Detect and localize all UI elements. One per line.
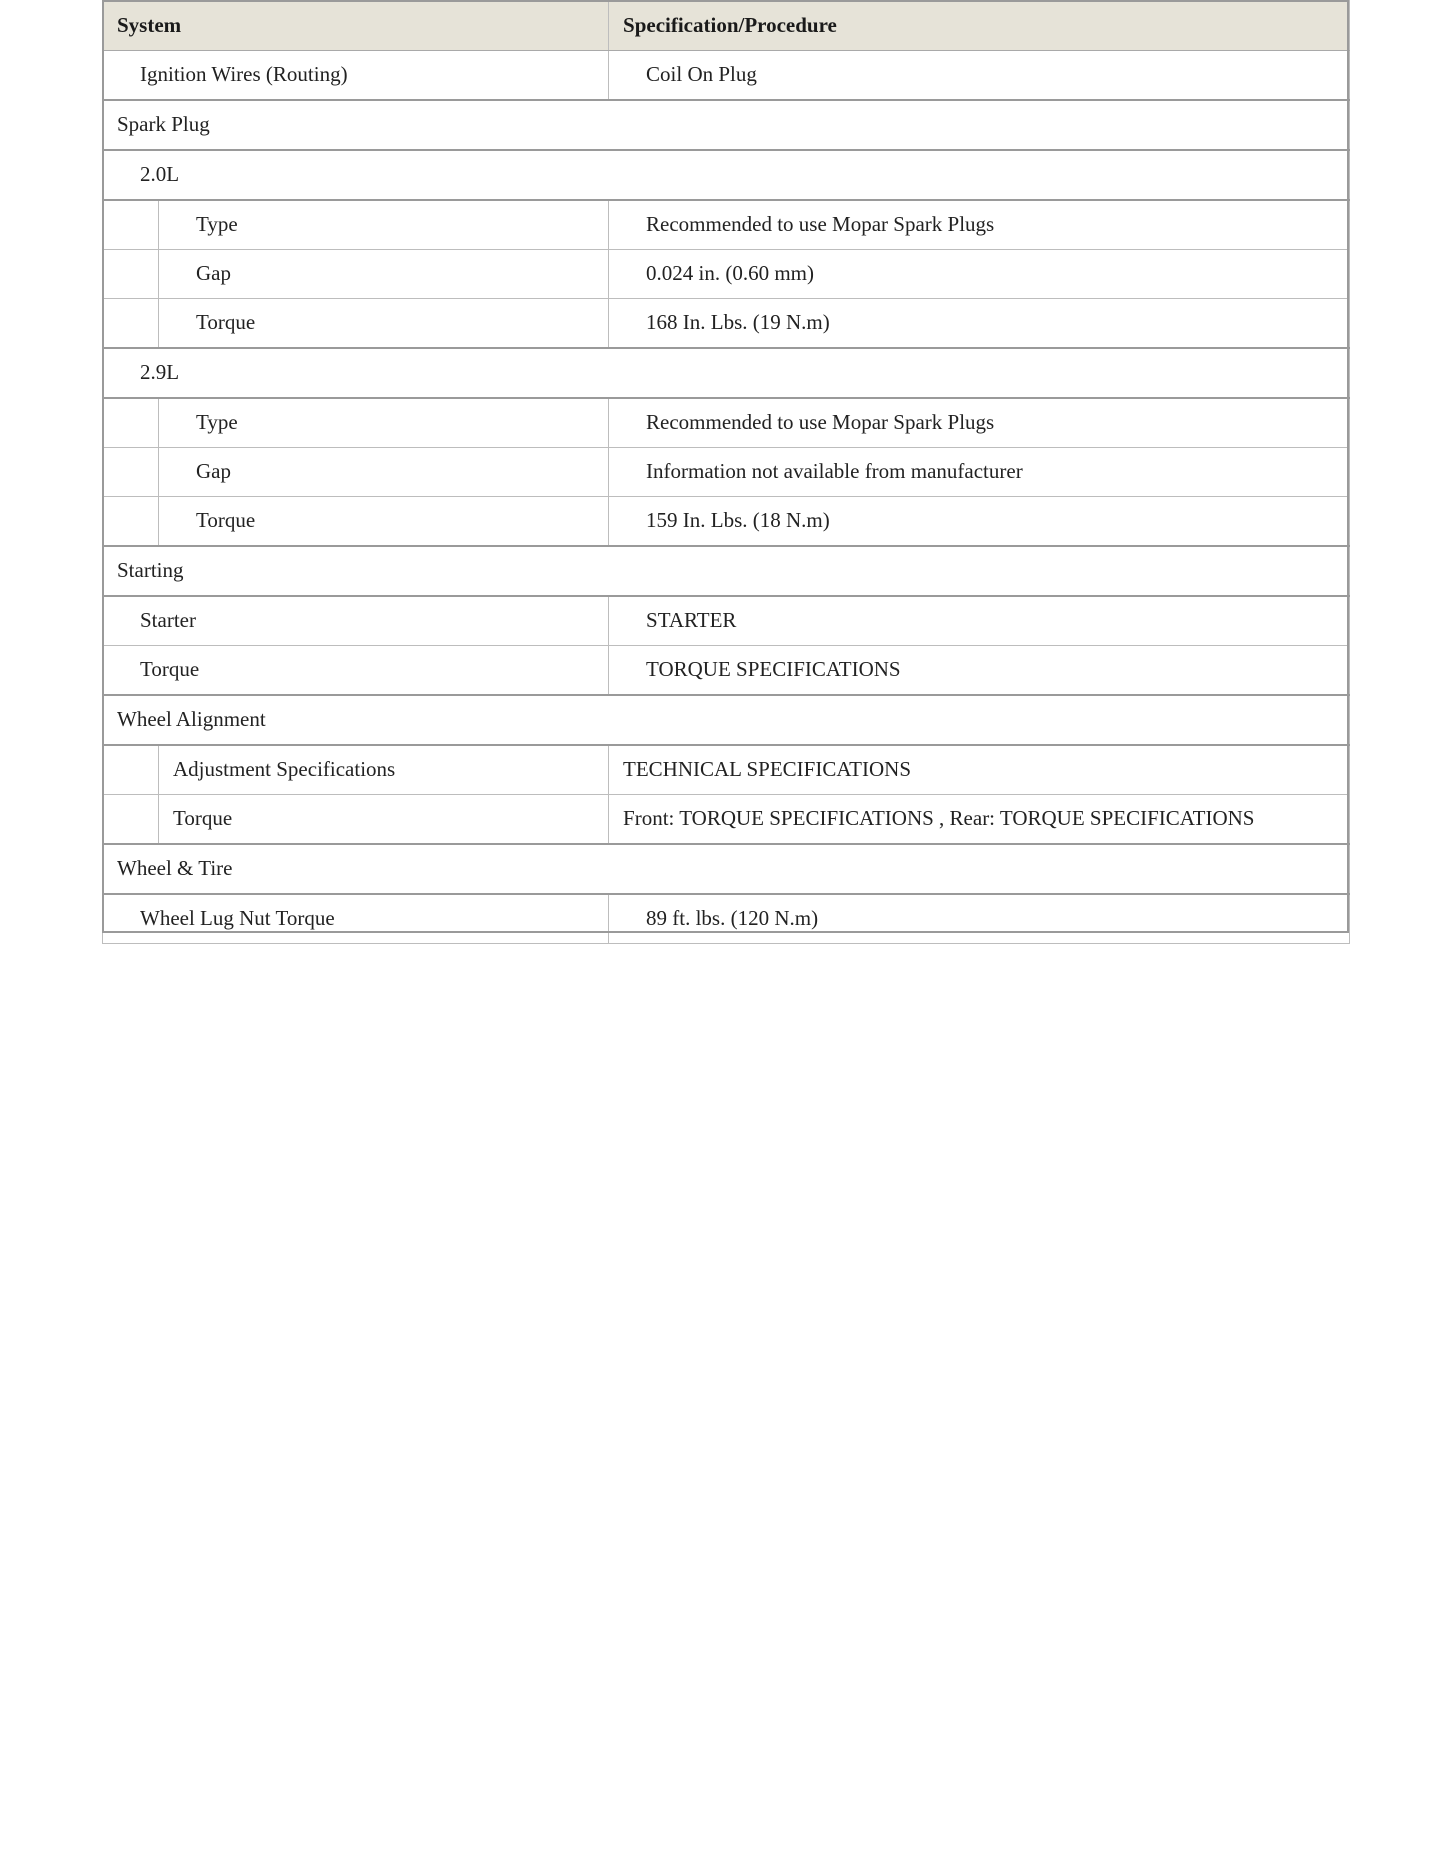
indent-cell	[103, 795, 159, 845]
subsection-title-2-0l: 2.0L	[103, 150, 1350, 200]
indent-cell	[103, 200, 159, 250]
indent-cell	[103, 448, 159, 497]
subsection-row-2-0l	[103, 150, 1350, 200]
table-row	[103, 646, 1350, 696]
section-row-wheel-alignment	[103, 695, 1350, 745]
ignition-wires-label: Ignition Wires (Routing)	[103, 51, 609, 101]
table-row	[103, 250, 1350, 299]
wheel-lug-nut-torque-label: Wheel Lug Nut Torque	[103, 894, 609, 944]
alignment-torque-value: Front: TORQUE SPECIFICATIONS , Rear: TORQUE SPECIFICATIONS	[609, 795, 1350, 845]
starter-label: Starter	[103, 596, 609, 646]
table-row	[103, 795, 1350, 845]
spark-2-9l-type-label: Type	[159, 398, 609, 448]
spark-2-0l-gap-label: Gap	[159, 250, 609, 299]
section-title-spark-plug: Spark Plug	[103, 100, 1350, 150]
spark-2-0l-gap-value: 0.024 in. (0.60 mm)	[609, 250, 1350, 299]
subsection-row-2-9l	[103, 348, 1350, 398]
header-row	[103, 1, 1350, 51]
section-title-starting: Starting	[103, 546, 1350, 596]
starting-torque-value: TORQUE SPECIFICATIONS	[609, 646, 1350, 696]
table-header	[103, 1, 1350, 51]
adjustment-specifications-label: Adjustment Specifications	[159, 745, 609, 795]
table-row	[103, 894, 1350, 944]
spark-2-9l-gap-label: Gap	[159, 448, 609, 497]
table-row	[103, 745, 1350, 795]
ignition-wires-value: Coil On Plug	[609, 51, 1350, 101]
table-row	[103, 51, 1350, 101]
table-row	[103, 200, 1350, 250]
spark-2-9l-gap-value: Information not available from manufacturer	[609, 448, 1350, 497]
spark-2-0l-type-label: Type	[159, 200, 609, 250]
indent-cell	[103, 250, 159, 299]
table-row	[103, 299, 1350, 349]
table-body	[103, 51, 1350, 944]
section-row-spark-plug	[103, 100, 1350, 150]
table-row	[103, 596, 1350, 646]
alignment-torque-label: Torque	[159, 795, 609, 845]
header-system: System	[103, 1, 609, 51]
indent-cell	[103, 398, 159, 448]
specification-table	[102, 0, 1350, 944]
section-title-wheel-alignment: Wheel Alignment	[103, 695, 1350, 745]
spark-2-0l-torque-label: Torque	[159, 299, 609, 349]
section-row-starting	[103, 546, 1350, 596]
spark-2-0l-type-value: Recommended to use Mopar Spark Plugs	[609, 200, 1350, 250]
table-row	[103, 398, 1350, 448]
wheel-lug-nut-torque-value: 89 ft. lbs. (120 N.m)	[609, 894, 1350, 944]
adjustment-specifications-value: TECHNICAL SPECIFICATIONS	[609, 745, 1350, 795]
starting-torque-label: Torque	[103, 646, 609, 696]
spark-2-9l-torque-value: 159 In. Lbs. (18 N.m)	[609, 497, 1350, 547]
spark-2-0l-torque-value: 168 In. Lbs. (19 N.m)	[609, 299, 1350, 349]
subsection-title-2-9l: 2.9L	[103, 348, 1350, 398]
spark-2-9l-type-value: Recommended to use Mopar Spark Plugs	[609, 398, 1350, 448]
indent-cell	[103, 299, 159, 349]
section-row-wheel-tire	[103, 844, 1350, 894]
spark-2-9l-torque-label: Torque	[159, 497, 609, 547]
indent-cell	[103, 745, 159, 795]
table-row	[103, 497, 1350, 547]
starter-value: STARTER	[609, 596, 1350, 646]
indent-cell	[103, 497, 159, 547]
section-title-wheel-tire: Wheel & Tire	[103, 844, 1350, 894]
table-row	[103, 448, 1350, 497]
header-specification: Specification/Procedure	[609, 1, 1350, 51]
